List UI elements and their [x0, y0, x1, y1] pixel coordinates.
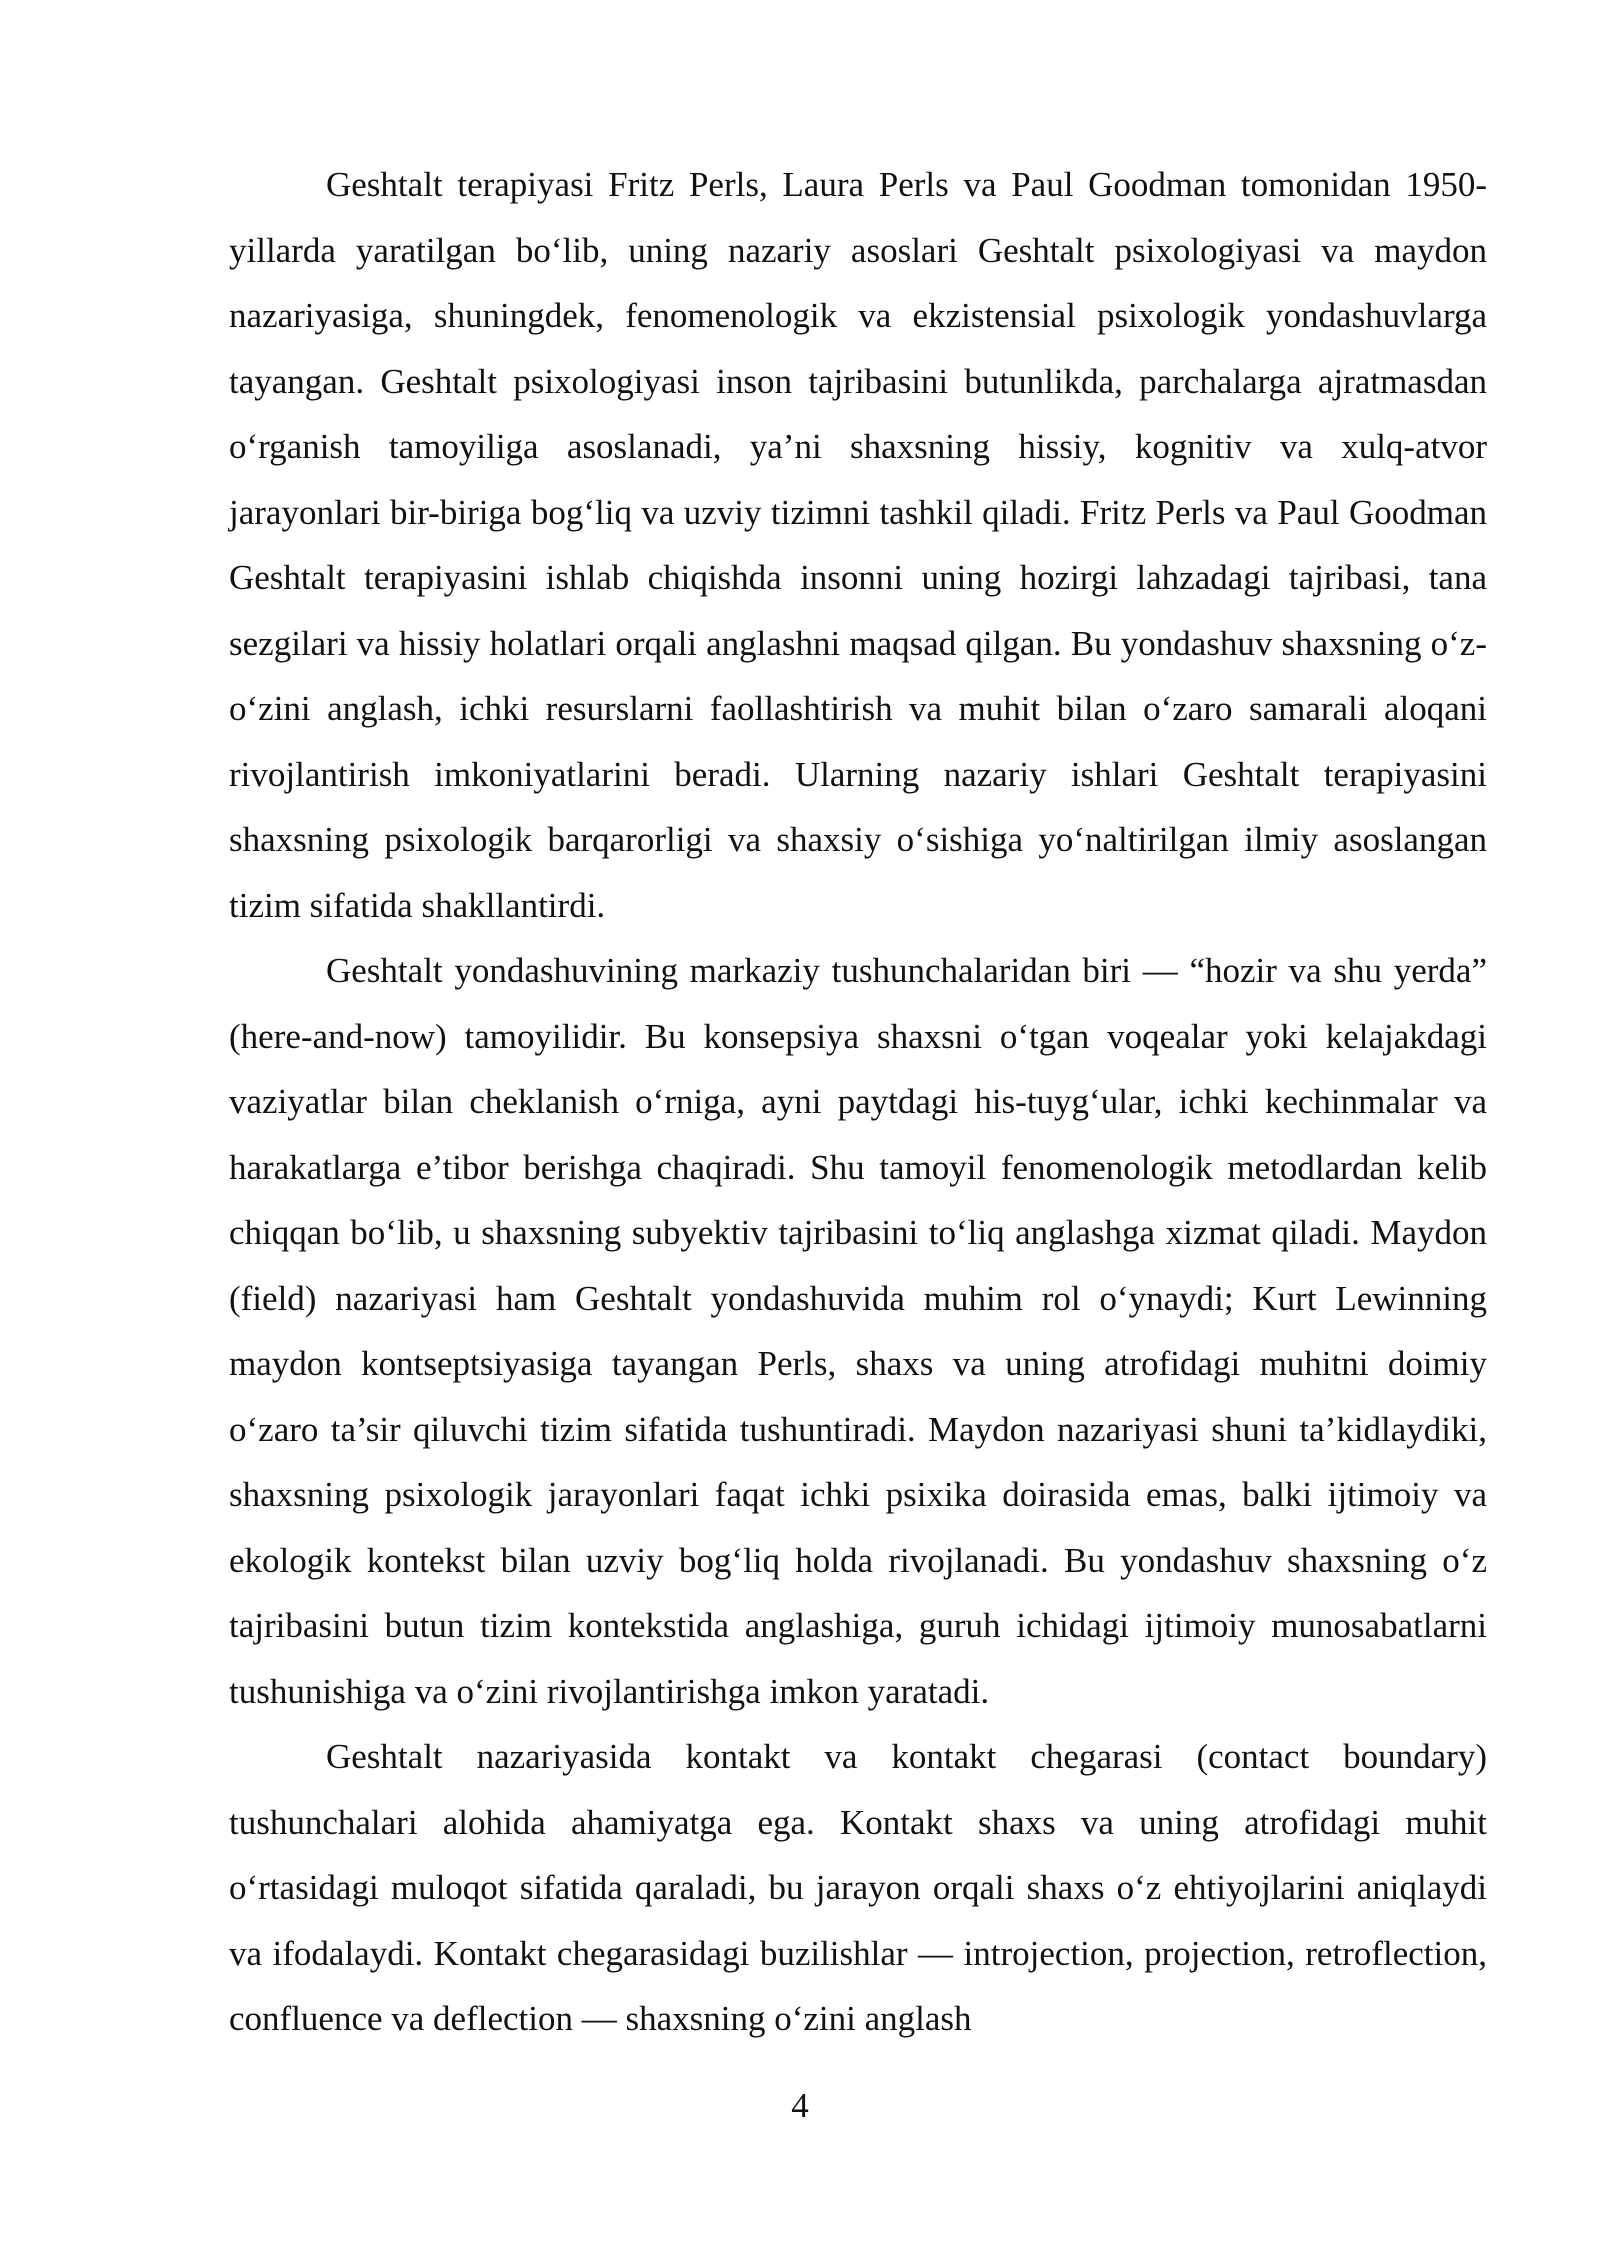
body-text: [229, 152, 1487, 2052]
paragraph: Geshtalt yondashuvining markaziy tushunchalaridan biri — “hozir va shu yerda” (here-and-now) tamoyilidir. Bu konsepsiya shaxsni o‘tgan voqealar yoki kelajakdagi vaziyatlar bilan cheklanish o‘rniga, ayni paytdagi his-tuyg‘ular, ichki kechinmalar va harakatlarga e’tibor berishga chaqiradi. Shu tamoyil fenomenologik metodlardan kelib chiqqan bo‘lib, u shaxsning subyektiv tajribasini to‘liq anglashga xizmat qiladi. Maydon (field) nazariyasi ham Geshtalt yondashuvida muhim rol o‘ynaydi; Kurt Lewinning maydon kontseptsiyasiga tayangan Perls, shaxs va uning atrofidagi muhitni doimiy o‘zaro ta’sir qiluvchi tizim sifatida tushuntiradi. Maydon nazariyasi shuni ta’kidlaydiki, shaxsning psixologik jarayonlari faqat ichki psixika doirasida emas, balki ijtimoiy va ekologik kontekst bilan uzviy bog‘liq holda rivojlanadi. Bu yondashuv shaxsning o‘z tajribasini butun tizim kontekstida anglashiga, guruh ichidagi ijtimoiy munosabatlarni tushunishiga va o‘zini rivojlantirishga imkon yaratadi.: [229, 951, 1487, 1711]
paragraph: Geshtalt terapiyasi Fritz Perls, Laura Perls va Paul Goodman tomonidan 1950-yillarda yaratilgan bo‘lib, uning nazariy asoslari Geshtalt psixologiyasi va maydon nazariyasiga, shuningdek, fenomenologik va ekzistensial psixologik yondashuvlarga tayangan. Geshtalt psixologiyasi inson tajribasini butunlikda, parchalarga ajratmasdan o‘rganish tamoyiliga asoslanadi, ya’ni shaxsning hissiy, kognitiv va xulq-atvor jarayonlari bir-biriga bog‘liq va uzviy tizimni tashkil qiladi. Fritz Perls va Paul Goodman Geshtalt terapiyasini ishlab chiqishda insonni uning hozirgi lahzadagi tajribasi, tana sezgilari va hissiy holatlari orqali anglashni maqsad qilgan. Bu yondashuv shaxsning o‘z-o‘zini anglash, ichki resurslarni faollashtirish va muhit bilan o‘zaro samarali aloqani rivojlantirish imkoniyatlarini beradi. Ularning nazariy ishlari Geshtalt terapiyasini shaxsning psixologik barqarorligi va shaxsiy o‘sishiga yo‘naltirilgan ilmiy asoslangan tizim sifatida shakllantirdi.: [229, 165, 1487, 925]
paragraph: Geshtalt nazariyasida kontakt va kontakt chegarasi (contact boundary) tushunchalari alohida ahamiyatga ega. Kontakt shaxs va uning atrofidagi muhit o‘rtasidagi muloqot sifatida qaraladi, bu jarayon orqali shaxs o‘z ehtiyojlarini aniqlaydi va ifodalaydi. Kontakt chegarasidagi buzilishlar — introjection, projection, retroflection, confluence va deflection — shaxsning o‘zini anglash: [229, 1737, 1487, 2038]
page-number: 4: [791, 2086, 809, 2125]
